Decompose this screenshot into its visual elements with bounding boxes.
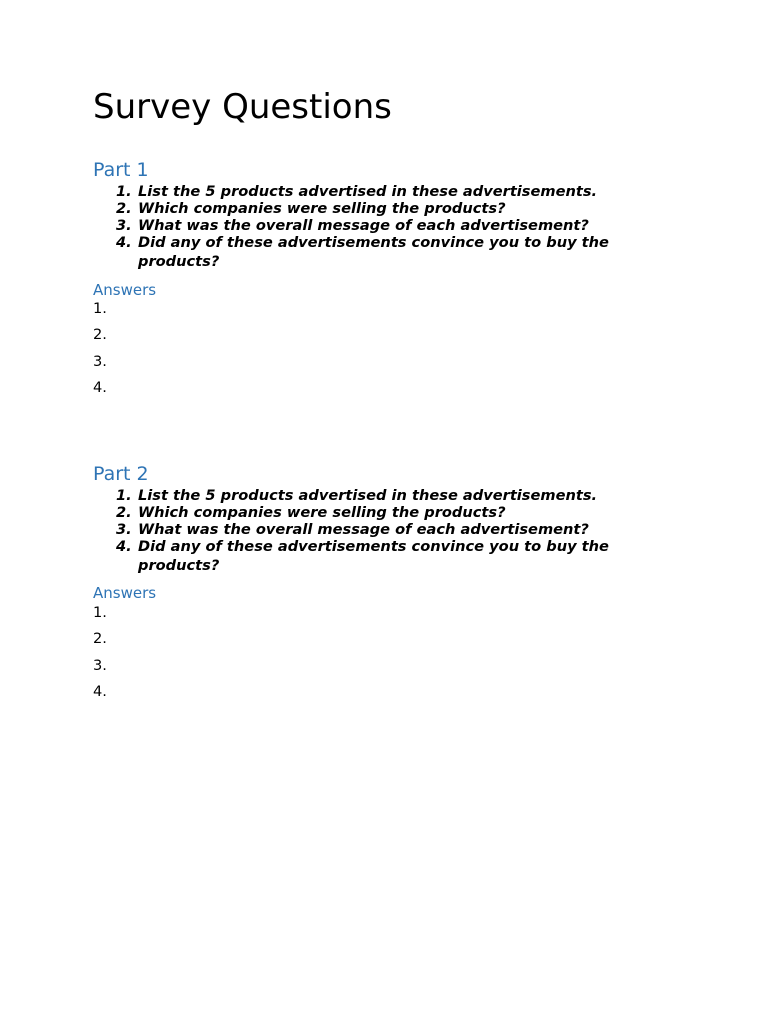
part-2-questions	[116, 487, 676, 575]
question-text: List the 5 products advertised in these advertisements.	[138, 487, 598, 504]
answer-line[interactable]: 3.	[93, 352, 107, 370]
question-number: 1.	[116, 183, 132, 200]
question-number: 2.	[116, 200, 132, 217]
part-2-answers-list	[93, 600, 107, 705]
answer-line[interactable]: 4.	[93, 682, 107, 700]
question-item	[116, 217, 676, 234]
question-number: 3.	[116, 217, 132, 234]
question-item	[116, 521, 676, 538]
answer-line[interactable]: 2.	[93, 630, 107, 648]
part-1-answers-list	[93, 296, 107, 401]
part-2-heading: Part 2	[93, 463, 149, 485]
question-item	[116, 200, 676, 217]
question-text: Which companies were selling the products?	[138, 504, 506, 521]
question-number: 2.	[116, 504, 132, 521]
part-1-questions	[116, 183, 676, 271]
question-item	[116, 487, 676, 504]
question-text: What was the overall message of each advertisement?	[138, 521, 589, 538]
part-1-heading: Part 1	[93, 159, 149, 181]
question-text: Did any of these advertisements convince you to buy the products?	[138, 538, 609, 574]
question-item	[116, 537, 676, 575]
answer-line[interactable]: 3.	[93, 656, 107, 674]
question-number: 4.	[116, 538, 132, 555]
answer-line[interactable]: 2.	[93, 326, 107, 344]
question-item	[116, 233, 676, 271]
question-text: What was the overall message of each advertisement?	[138, 217, 589, 234]
question-number: 4.	[116, 234, 132, 251]
question-text: Which companies were selling the products?	[138, 200, 506, 217]
question-item	[116, 183, 676, 200]
answer-line[interactable]: 4.	[93, 378, 107, 396]
answer-line[interactable]: 1.	[93, 300, 107, 317]
part-2-answers-heading: Answers	[93, 584, 157, 602]
question-text: List the 5 products advertised in these advertisements.	[138, 183, 598, 200]
part-1-answers-heading: Answers	[93, 281, 157, 299]
answer-line[interactable]: 1.	[93, 604, 107, 621]
question-item	[116, 504, 676, 521]
question-number: 3.	[116, 521, 132, 538]
question-number: 1.	[116, 487, 132, 504]
question-text: Did any of these advertisements convince you to buy the products?	[138, 234, 609, 270]
document-title: Survey Questions	[93, 87, 392, 127]
